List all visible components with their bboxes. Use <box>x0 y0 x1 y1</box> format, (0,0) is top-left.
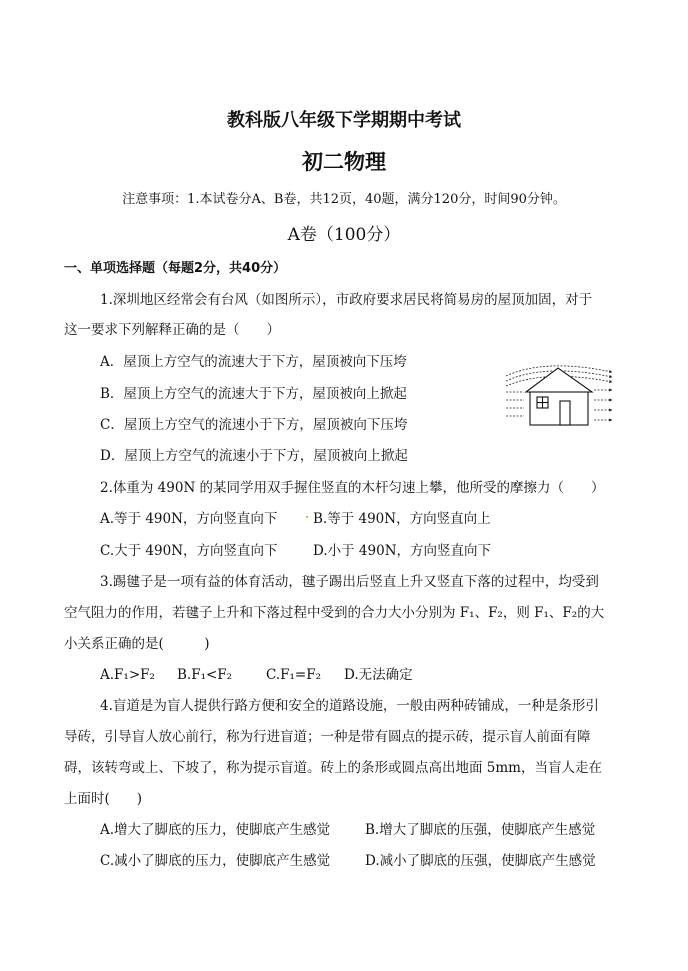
exam-notice: 注意事项：1.本试卷分A、B卷，共12页，40题，满分120分，时间90分钟。 <box>122 192 566 207</box>
q1-stem-line2: 这一要求下列解释正确的是（ ） <box>64 322 280 338</box>
q4-option-b: B.增大了脚底的压强，使脚底产生感觉 <box>365 822 596 838</box>
q3-stem-line1: 3.踢毽子是一项有益的体育活动，毽子踢出后竖直上升又竖直下落的过程中，均受到 <box>100 574 599 590</box>
q4-stem-line3: 碍，该转弯或上、下坡了，称为提示盲道。砖上的条形或圆点高出地面 5mm，当盲人走在 <box>64 760 602 776</box>
q1-option-c: C．屋顶上方空气的流速小于下方，屋顶被向下压垮 <box>100 417 408 433</box>
q2-option-b: B.等于 490N，方向竖直向上 <box>313 511 491 527</box>
q1-option-b: B．屋顶上方空气的流速大于下方，屋顶被向上掀起 <box>100 386 407 402</box>
q4-stem-line1: 4.盲道是为盲人提供行路方便和安全的道路设施，一般由两种砖铺成，一种是条形引 <box>100 698 599 714</box>
q4-stem-line2: 导砖，引导盲人放心前行，称为行进盲道；一种是带有圆点的提示砖，提示盲人前面有障 <box>64 729 591 745</box>
part1-heading: 一、单项选择题（每题2分，共40分） <box>64 261 287 276</box>
q2-option-a: A.等于 490N，方向竖直向下 <box>100 511 278 527</box>
q3-option-a: A.F₁>F₂ <box>100 667 155 683</box>
q4-stem-line4: 上面时( ) <box>64 791 143 807</box>
q2-option-c: C.大于 490N，方向竖直向下 <box>100 543 278 559</box>
q3-stem-line2: 空气阻力的作用，若毽子上升和下落过程中受到的合力大小分别为 F₁、F₂，则 F₁、F₂的大 <box>64 605 605 621</box>
exam-title: 教科版八年级下学期期中考试 <box>227 110 461 131</box>
house-icon <box>526 368 592 425</box>
section-a-title: A卷（100分） <box>287 225 401 245</box>
q1-stem-line1: 1.深圳地区经常会有台风（如图所示），市政府要求居民将简易房的屋顶加固，对于 <box>100 292 593 308</box>
house-wind-figure <box>500 360 618 432</box>
subject-title: 初二物理 <box>302 150 386 174</box>
q3-stem-line3: 小关系正确的是( ) <box>64 636 210 652</box>
q3-option-d: D.无法确定 <box>344 667 413 683</box>
q4-option-a: A.增大了脚底的压力，使脚底产生感觉 <box>100 822 331 838</box>
q3-option-c: C.F₁=F₂ <box>266 667 322 683</box>
q2-option-d: D.小于 490N，方向竖直向下 <box>313 543 492 559</box>
q4-option-d: D.减小了脚底的压强，使脚底产生感觉 <box>365 853 596 869</box>
q1-option-d: D．屋顶上方空气的流速小于下方，屋顶被向上掀起 <box>100 448 408 464</box>
stray-mark <box>306 516 308 518</box>
q3-option-b: B.F₁<F₂ <box>177 667 233 683</box>
q4-option-c: C.减小了脚底的压力，使脚底产生感觉 <box>100 853 331 869</box>
q1-option-a: A．屋顶上方空气的流速大于下方，屋顶被向下压垮 <box>100 354 407 370</box>
q2-stem: 2.体重为 490N 的某同学用双手握住竖直的木杆匀速上攀，他所受的摩擦力（ ） <box>100 480 605 496</box>
